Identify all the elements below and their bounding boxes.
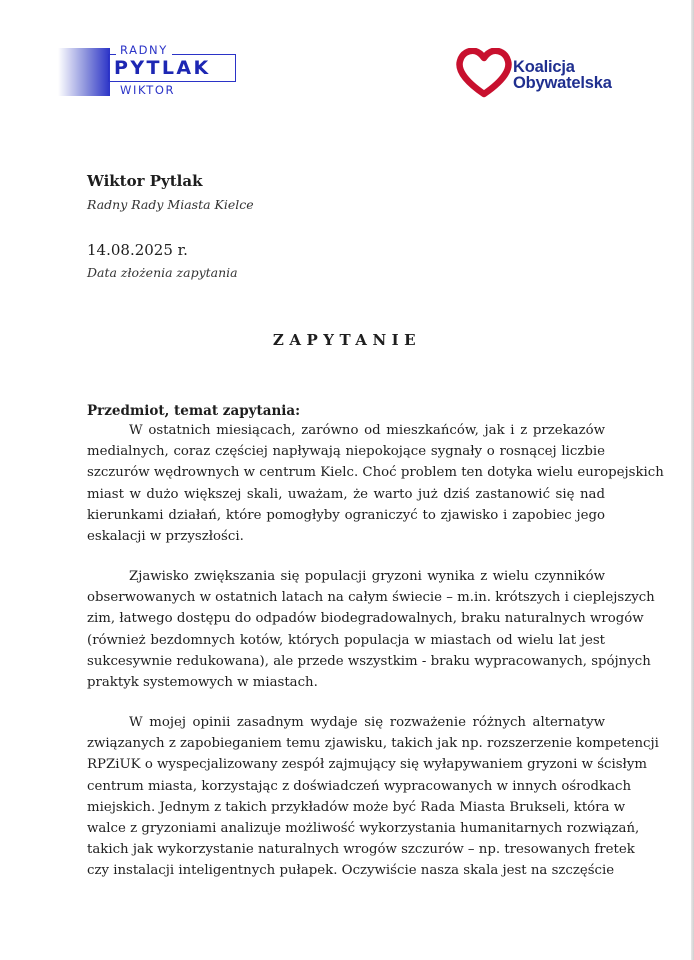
heart-icon <box>456 48 512 98</box>
paragraph-line: czy instalacji inteligentnych pułapek. Oczywiście nasza skala jest na szczęście <box>87 863 615 879</box>
paragraph-line: centrum miasta, korzystając z doświadczeń wypracowanych w innych ośrodkach <box>87 778 632 794</box>
paragraph-line: praktyk systemowych w miastach. <box>87 674 318 690</box>
logo-text-obywatelska: Obywatelska <box>513 74 612 92</box>
paragraph-1 <box>87 420 664 547</box>
logo-text-radny: RADNY <box>116 43 172 57</box>
paragraph-line: obserwowanych w ostatnich latach na całym świecie – m.in. krótszych i cieplejszych <box>87 590 655 606</box>
paragraph-line: walce z gryzoniami analizuje możliwość wykorzystania humanitarnych rozwiązań, <box>87 820 640 836</box>
paragraph-line: zim, łatwego dostępu do odpadów biodegradowalnych, braku naturalnych wrogów <box>87 611 644 627</box>
paragraph-line: W mojej opinii zasadnym wydaje się rozważenie różnych alternatyw <box>129 715 605 730</box>
koalicja-obywatelska-logo <box>456 48 646 100</box>
paragraph-line: takich jak wykorzystanie naturalnych wrogów szczurów – np. tresowanych fretek <box>87 842 635 858</box>
paragraph-line: RPZiUK o wyspecjalizowany zespół zajmujący się wyłapywaniem gryzoni w ścisłym <box>87 757 647 773</box>
document-heading: ZAPYTANIE <box>272 331 422 349</box>
paragraph-line: miejskich. Jednym z takich przykładów może być Rada Miasta Brukseli, która w <box>87 799 626 815</box>
paragraph-line: eskalacji w przyszłości. <box>87 528 244 544</box>
logo-text-koalicja: Koalicja <box>513 58 575 76</box>
paragraph-line: szczurów wędrownych w centrum Kielc. Choć problem ten dotyka wielu europejskich <box>87 465 664 481</box>
paragraph-line: W ostatnich miesiącach, zarówno od mieszkańców, jak i z przekazów <box>129 423 605 438</box>
submission-date-label: Data złożenia zapytania <box>87 265 238 280</box>
logo-text-wiktor: WIKTOR <box>116 83 179 97</box>
logo-gradient-bar <box>58 48 110 96</box>
radny-pytlak-logo <box>58 44 240 98</box>
paragraph-line: miast w dużo większej skali, uważam, że warto już dziś zastanowić się nad <box>87 486 605 502</box>
paragraph-line: Zjawisko zwiększania się populacji gryzoni wynika z wielu czynników <box>129 569 605 584</box>
paragraph-3 <box>87 712 659 882</box>
paragraph-line: (również bezdomnych kotów, których populacja w miastach od wielu lat jest <box>87 632 605 648</box>
author-role: Radny Rady Miasta Kielce <box>87 197 254 212</box>
submission-date: 14.08.2025 r. <box>87 241 188 259</box>
paragraph-line: sukcesywnie redukowana), ale przede wszystkim - braku wypracowanych, spójnych <box>87 653 651 669</box>
author-name: Wiktor Pytlak <box>87 172 203 190</box>
paragraph-line: związanych z zapobieganiem temu zjawisku, takich jak np. rozszerzenie kompetencji <box>87 736 659 752</box>
paragraph-line: kierunkami działań, które pomogłyby ograniczyć to zjawisko i zapobiec jego <box>87 507 605 523</box>
logo-text-pytlak: PYTLAK <box>114 57 211 79</box>
paragraph-line: medialnych, coraz częściej napływają niepokojące sygnały o rosnącej liczbie <box>87 444 605 460</box>
subject-label: Przedmiot, temat zapytania: <box>87 403 301 419</box>
paragraph-2 <box>87 566 655 693</box>
